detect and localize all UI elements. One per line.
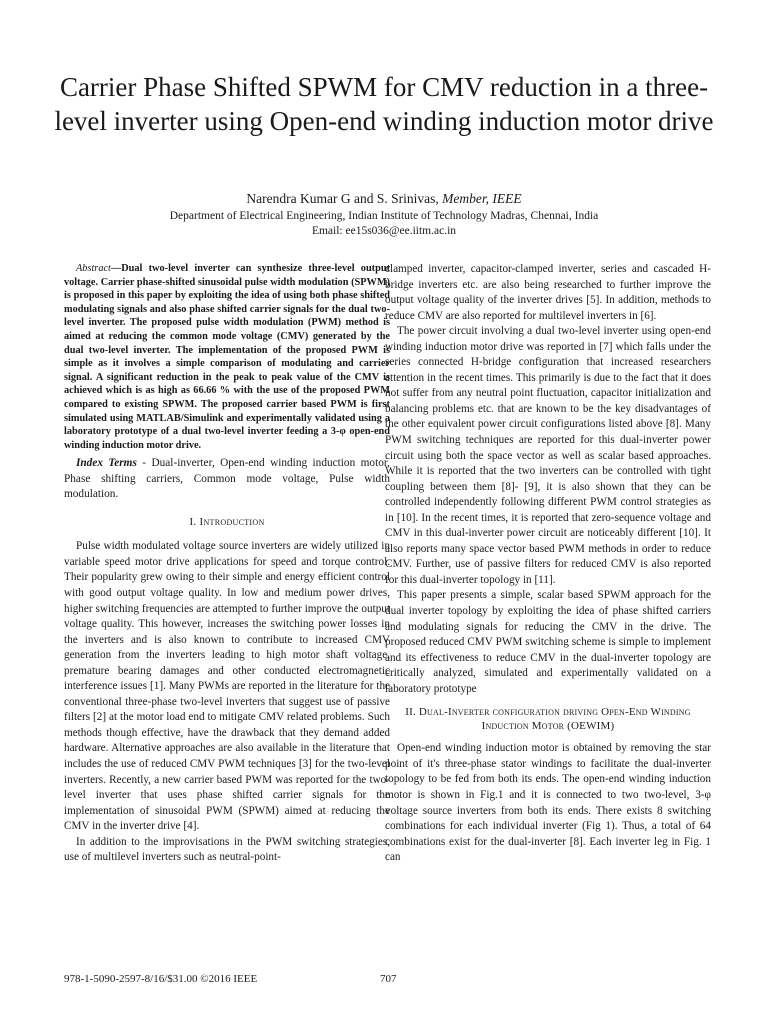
section-heading-dual-inverter: II. Dual-Inverter configuration driving Open-End Winding Induction Motor (OEWIM): [405, 706, 691, 733]
footer-isbn: 978-1-5090-2597-8/16/$31.00 ©2016 IEEE: [64, 973, 258, 985]
index-terms-text: - Dual-inverter, Open-end winding induction motor, Phase shifting carriers, Common mode voltage, Pulse width modulation.: [64, 457, 390, 501]
page-number: 707: [380, 973, 397, 985]
index-terms: [64, 456, 390, 503]
intro-paragraph-2-continued: clamped inverter, capacitor-clamped inverter, series and cascaded H-bridge inverters etc. are also being researched to further improve the output voltage quality of the inverter drives [5]. In addition, methods to reduce CMV are also reported for multilevel inverters in [6].: [385, 263, 711, 322]
abstract-text: —Dual two-level inverter can synthesize three-level output voltage. Carrier phase-shifted sinusoidal pulse width modulation (SPWM) is proposed in this paper by exploiting the idea of using both phase shifted modulating signals and also phase shifted carrier signals for the dual two-level inverter. The proposed pulse width modulation (PWM) method is aimed at reducing the common mode voltage (CMV) generated by the dual two-level inverter. The implementation of the proposed PWM is simple as it involves a simple comparison of modulating and carrier signal. A significant reduction in the peak to peak value of the CMV is achieved which is as high as 66.66 % with the use of the proposed PWM compared to existing SPWM. The proposed carrier based PWM is first simulated using MATLAB/Simulink and experimentally validated using a laboratory prototype of a dual two-level inverter feeding a 3-φ open-end winding induction motor drive.: [64, 263, 390, 451]
index-terms-label: Index Terms: [76, 457, 137, 470]
intro-paragraph-3: The power circuit involving a dual two-level inverter using open-end winding induction motor drive was reported in [7] which falls under the series connected H-bridge configuration that increased researchers attention in the recent times. This primarily is due to the fact that it does not suffer from any neutral point fluctuation, capacitor initialization and balancing problems etc. that are known to be the key disadvantages of the other equivalent power circuit configurations listed above [8]. Many PWM switching techniques are reported for this dual-inverter power circuit using both the space vector as well as scalar based approaches. While it is reported that the two inverters can be controlled with tight coupling between them [8]- [9], it is also shown that they can be controlled independently following different PWM control strategies as in [10]. In the recent times, it is reported that zero-sequence voltage and CMV in this dual-inverter power circuit are noticeably different [10]. It also reports many space vector based PWM methods in order to reduce CMV. Further, use of passive filters for reduced CMV is also reported for this dual-inverter topology in [11].: [385, 325, 711, 586]
paper-title: Carrier Phase Shifted SPWM for CMV reduction in a three-level inverter using Open-end winding induction motor drive: [54, 72, 714, 136]
intro-paragraph-4: This paper presents a simple, scalar based SPWM approach for the dual inverter topology by exploiting the idea of phase shifted carriers and modulating signals for reducing the CMV in the drive. The proposed reduced CMV PWM switching scheme is simple to implement and its effectiveness to reduce CMV in the dual-inverter topology are critically analyzed, simulated and experimentally validated on a laboratory prototype: [385, 589, 711, 695]
author-names: Narendra Kumar G and S. Srinivas,: [246, 191, 439, 206]
section-heading-introduction: I. Introduction: [189, 515, 265, 528]
intro-paragraph-1: Pulse width modulated voltage source inverters are widely utilized in variable speed motor drive applications for speed and torque control. Their popularity grew owing to their simple and energy efficient control with good output voltage quality. In low and medium power drives, higher switching frequencies are attempted to further improve the output voltage quality. This however, increases the switching power losses in the inverters and is also known to contribute to increased CMV generation from the inverters leading to high motor shaft voltage, premature bearing damages and other conducted electromagnetic interference issues [1]. Many PWMs are reported in the literature for the conventional three-phase two-level inverters that suggest use of passive filters [2] at the motor load end to mitigate CMV related problems. Such methods though effective, have the drawback that they demand added hardware. Alternative approaches are also available in the literature that includes the use of reduced CMV PWM techniques [3] for the two-level inverters. Recently, a new carrier based PWM was reported for the two-level inverter that uses phase shifted carrier signals for the implementation of sinusoidal PWM (SPWM) aimed at reducing the CMV in the inverter drive [4].: [64, 540, 390, 833]
author-membership: Member, IEEE: [442, 191, 522, 206]
author-line: [40, 190, 728, 208]
intro-paragraph-2: In addition to the improvisations in the PWM switching strategies, use of multilevel inverters such as neutral-point-: [64, 835, 390, 864]
abstract-label: Abstract: [76, 263, 111, 274]
left-column: [64, 262, 390, 866]
author-email: Email: ee15s036@ee.iitm.ac.in: [311, 225, 457, 237]
right-column: [385, 262, 711, 866]
section2-paragraph-1: Open-end winding induction motor is obtained by removing the star point of it's three-phase stator windings to facilitate the dual-inverter topology to be fed from both its ends. The open-end winding induction motor is shown in Fig.1 and it is connected to two two-level, 3-φ voltage source inverters from both its ends. There exists 8 switching combinations for each individual inverter (Fig 1). Thus, a total of 64 combinations exist for the dual-inverter [8]. Each inverter leg in Fig. 1 can: [385, 742, 711, 864]
affiliation: Department of Electrical Engineering, Indian Institute of Technology Madras, Chennai, India: [169, 210, 599, 222]
abstract: [64, 262, 390, 452]
